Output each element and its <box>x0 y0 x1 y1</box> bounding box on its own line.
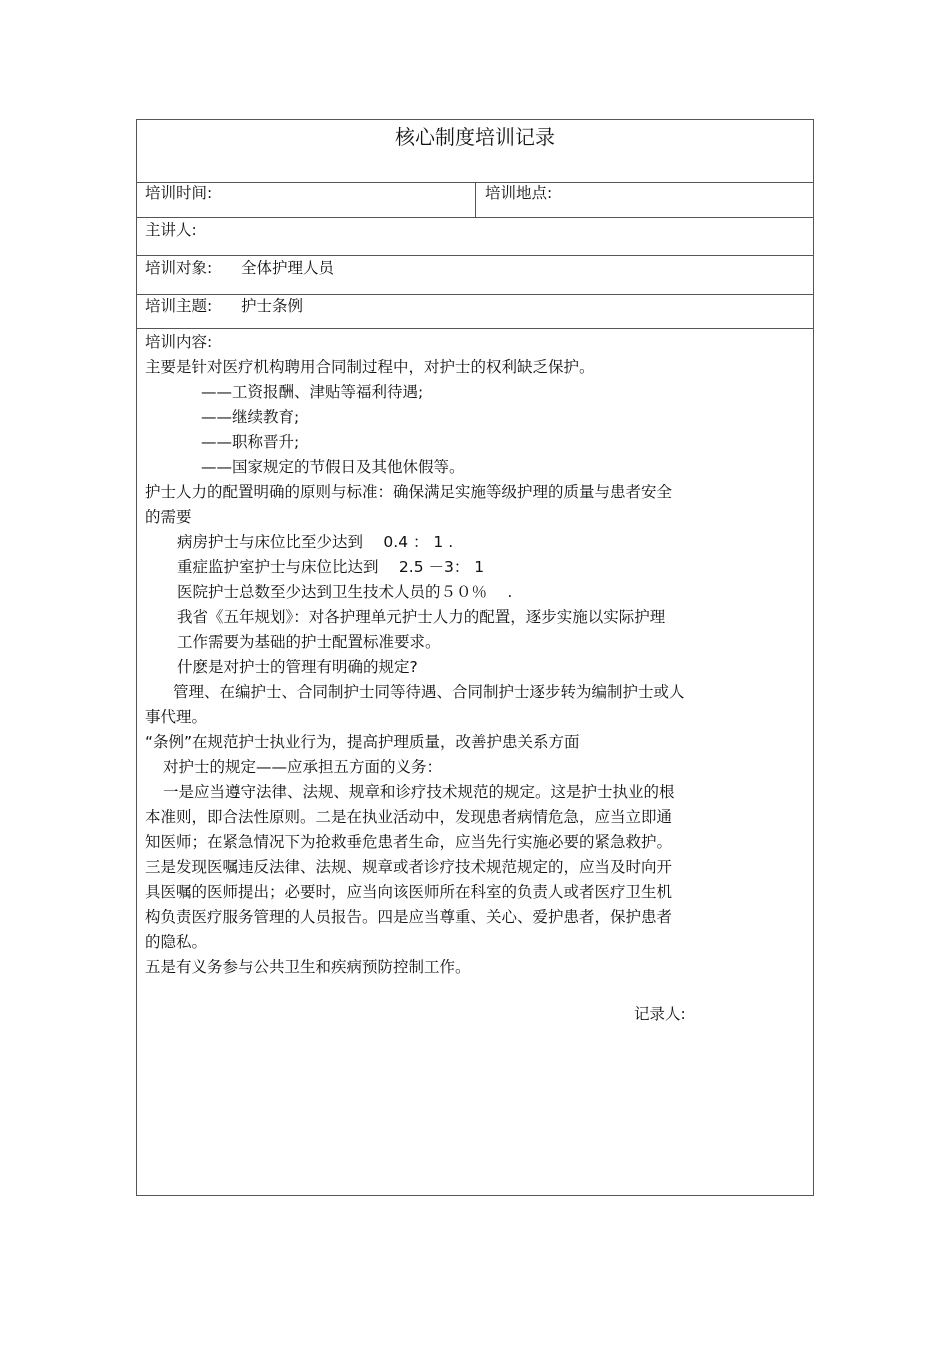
row-divider <box>137 255 813 256</box>
column-divider <box>475 182 476 217</box>
audience-label: 培训对象: <box>145 259 213 277</box>
content-line: 具医嘱的医师提出；必要时，应当向该医师所在科室的负责人或者医疗卫生机 <box>145 883 673 901</box>
topic-value: 护士条例 <box>241 297 304 315</box>
training-location-label: 培训地点: <box>485 184 553 202</box>
content-line: 医院护士总数至少达到卫生技术人员的５０％ . <box>177 583 513 601</box>
topic-label: 培训主题: <box>145 297 213 315</box>
content-line: 管理、在编护士、合同制护士同等待遇、合同制护士逐步转为编制护士或人 <box>173 683 685 701</box>
content-line: ——职称晋升; <box>201 433 300 451</box>
content-label: 培训内容: <box>145 333 213 351</box>
content-line: 主要是针对医疗机构聘用合同制过程中，对护士的权利缺乏保护。 <box>145 358 595 376</box>
content-line: 构负责医疗服务管理的人员报告。四是应当尊重、关心、爱护患者，保护患者 <box>145 908 673 926</box>
content-line: ——工资报酬、津贴等福利待遇; <box>201 383 424 401</box>
content-line: 工作需要为基础的护士配置标准要求。 <box>177 633 441 651</box>
content-line: 五是有义务参与公共卫生和疾病预防控制工作。 <box>145 958 471 976</box>
content-line: ——国家规定的节假日及其他休假等。 <box>201 458 465 476</box>
content-line: 什麽是对护士的管理有明确的规定? <box>177 658 418 676</box>
content-line: 护士人力的配置明确的原则与标准：确保满足实施等级护理的质量与患者安全 <box>145 483 673 501</box>
content-line: 我省《五年规划》：对各护理单元护士人力的配置，逐步实施以实际护理 <box>177 608 666 626</box>
content-line: ——继续教育; <box>201 408 300 426</box>
row-divider <box>137 217 813 218</box>
training-record-form <box>136 119 814 1196</box>
recorder-label: 记录人: <box>634 1005 686 1023</box>
row-divider <box>137 294 813 295</box>
audience-value: 全体护理人员 <box>241 259 335 277</box>
content-line: 的需要 <box>145 508 192 526</box>
training-time-label: 培训时间: <box>145 184 213 202</box>
content-line: 病房护士与床位比至少达到 0.4 ： 1 . <box>177 533 454 551</box>
content-line: 重症监护室护士与床位比达到 2.5 －3： 1 <box>177 558 485 576</box>
row-divider <box>137 328 813 329</box>
content-line: 知医师；在紧急情况下为抢救垂危患者生命，应当先行实施必要的紧急救护。 <box>145 833 673 851</box>
content-line: 事代理。 <box>145 708 208 726</box>
content-line: 对护士的规定——应承担五方面的义务： <box>163 758 443 776</box>
speaker-label: 主讲人: <box>145 221 197 239</box>
content-line: 一是应当遵守法律、法规、规章和诊疗技术规范的规定。这是护士执业的根 <box>163 783 675 801</box>
content-line: 本准则，即合法性原则。二是在执业活动中，发现患者病情危急，应当立即通 <box>145 808 673 826</box>
content-line: 的隐私。 <box>145 933 208 951</box>
form-title: 核心制度培训记录 <box>395 125 555 149</box>
content-line: 三是发现医嘱违反法律、法规、规章或者诊疗技术规范规定的，应当及时向开 <box>145 858 673 876</box>
content-line: “条例”在规范护士执业行为，提高护理质量，改善护患关系方面 <box>145 733 580 751</box>
